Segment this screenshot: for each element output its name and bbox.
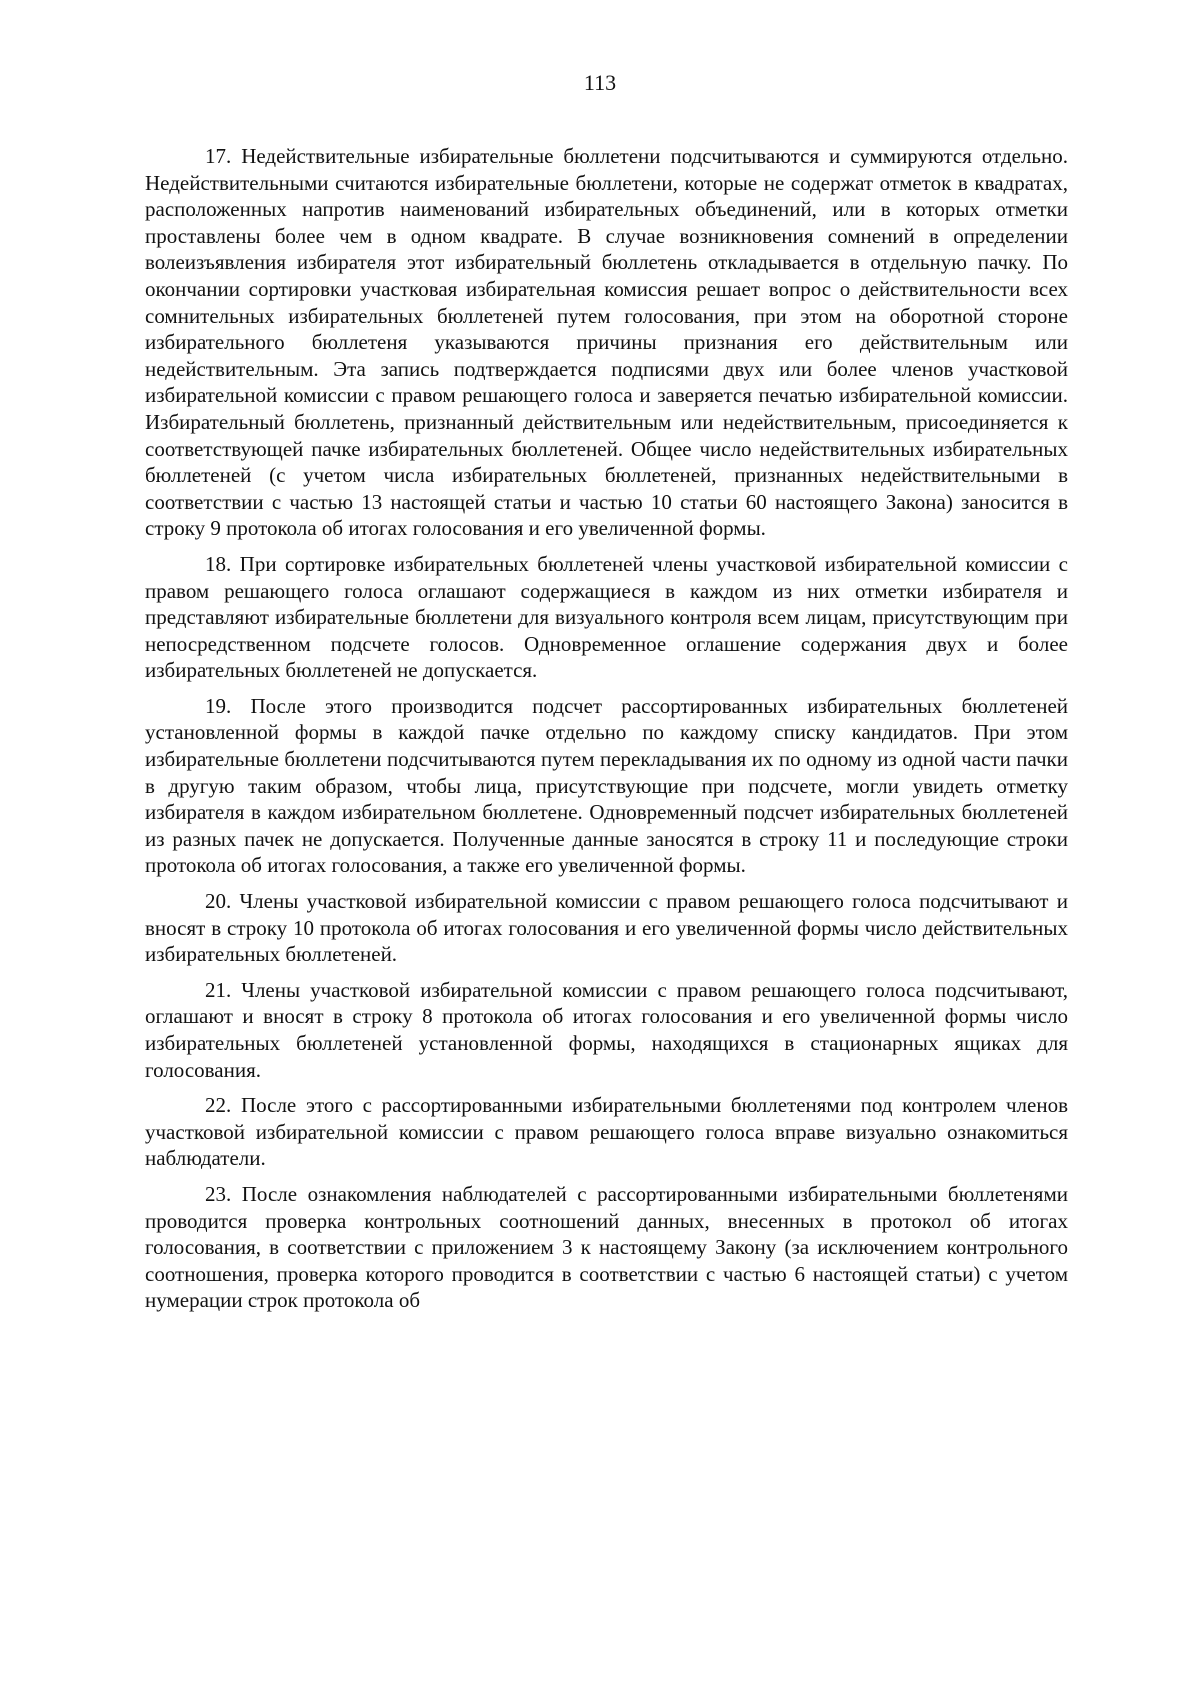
paragraph-17: 17. Недействительные избирательные бюллетени подсчитываются и суммируются отдельно. Недействительными считаются избирательные бюллетени, которые не содержат отметок в квадратах, расположенных напротив наименований избирательных объединений, или в которых отметки проставлены более чем в одном квадрате. В случае возникновения сомнений в определении волеизъявления избирателя этот избирательный бюллетень откладывается в отдельную пачку. По окончании сортировки участковая избирательная комиссия решает вопрос о действительности всех сомнительных избирательных бюллетеней путем голосования, при этом на оборотной стороне избирательного бюллетеня указываются причины признания его действительным или недействительным. Эта запись подтверждается подписями двух или более членов участковой избирательной комиссии с правом решающего голоса и заверяется печатью избирательной комиссии. Избирательный бюллетень, признанный действительным или недействительным, присоединяется к соответствующей пачке избирательных бюллетеней. Общее число недействительных избирательных бюллетеней (с учетом числа избирательных бюллетеней, признанных недействительными в соответствии с частью 13 настоящей статьи и частью 10 статьи 60 настоящего Закона) заносится в строку 9 протокола об итогах голосования и его увеличенной формы. (145, 144, 1068, 541)
document-body (145, 143, 1068, 1323)
page-number: 113 (583, 70, 617, 95)
paragraph-20: 20. Члены участковой избирательной комиссии с правом решающего голоса подсчитывают и вносят в строку 10 протокола об итогах голосования и его увеличенной формы число действительных избирательных бюллетеней. (145, 889, 1068, 967)
paragraph-19: 19. После этого производится подсчет рассортированных избирательных бюллетеней установленной формы в каждой пачке отдельно по каждому списку кандидатов. При этом избирательные бюллетени подсчитываются путем перекладывания их по одному из одной части пачки в другую таким образом, чтобы лица, присутствующие при подсчете, могли увидеть отметку избирателя в каждом избирательном бюллетене. Одновременный подсчет избирательных бюллетеней из разных пачек не допускается. Полученные данные заносятся в строку 11 и последующие строки протокола об итогах голосования, а также его увеличенной формы. (145, 693, 1068, 878)
paragraph-22: 22. После этого с рассортированными избирательными бюллетенями под контролем членов участковой избирательной комиссии с правом решающего голоса вправе визуально ознакомиться наблюдатели. (145, 1093, 1068, 1171)
paragraph-21: 21. Члены участковой избирательной комиссии с правом решающего голоса подсчитывают, оглашают и вносят в строку 8 протокола об итогах голосования и его увеличенной формы число избирательных бюллетеней установленной формы, находящихся в стационарных ящиках для голосования. (145, 977, 1068, 1082)
paragraph-18: 18. При сортировке избирательных бюллетеней члены участковой избирательной комиссии с правом решающего голоса оглашают содержащиеся в каждом из них отметки избирателя и представляют избирательные бюллетени для визуального контроля всем лицам, присутствующим при непосредственном подсчете голосов. Одновременное оглашение содержания двух и более избирательных бюллетеней не допускается. (145, 551, 1068, 683)
paragraph-23: 23. После ознакомления наблюдателей с рассортированными избирательными бюллетенями проводится проверка контрольных соотношений данных, внесенных в протокол об итогах голосования, в соответствии с приложением 3 к настоящему Закону (за исключением контрольного соотношения, проверка которого проводится в соответствии с частью 6 настоящей статьи) с учетом нумерации строк протокола об (145, 1181, 1068, 1313)
